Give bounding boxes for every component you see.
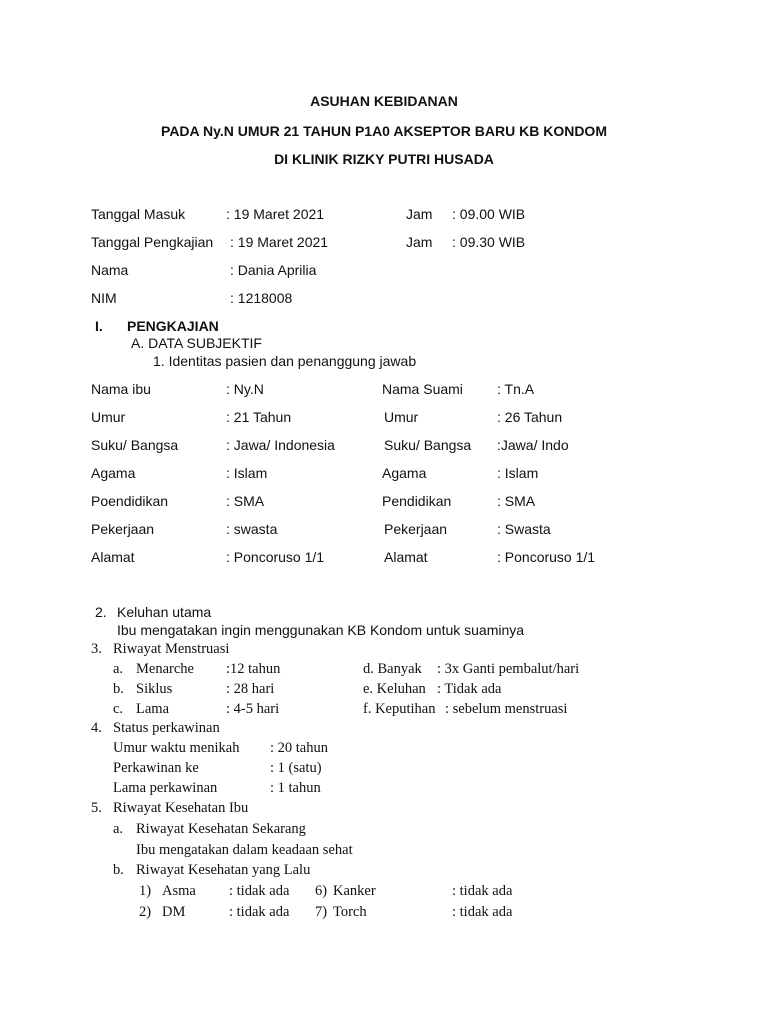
menstruasi-item-label: e. Keluhan bbox=[363, 681, 426, 697]
history-value: : tidak ada bbox=[229, 904, 290, 920]
identity-value: : Tn.A bbox=[497, 381, 535, 397]
info-value: : Dania Aprilia bbox=[230, 262, 317, 278]
history-number: 7) bbox=[315, 904, 328, 920]
kesehatan-sub-label: Riwayat Kesehatan Sekarang bbox=[136, 821, 306, 837]
history-label: Kanker bbox=[333, 883, 376, 899]
info-label: Tanggal Pengkajian bbox=[91, 234, 214, 250]
perkawinan-item-label: Perkawinan ke bbox=[113, 760, 199, 776]
identity-label: Umur bbox=[384, 409, 419, 425]
list-marker: a. bbox=[113, 821, 124, 837]
info-value: : 1218008 bbox=[230, 290, 293, 306]
list-marker: b. bbox=[113, 862, 124, 878]
info-jam-label: Jam bbox=[406, 234, 433, 250]
menstruasi-item-value: : 3x Ganti pembalut/hari bbox=[437, 661, 580, 677]
info-value: : 19 Maret 2021 bbox=[226, 206, 325, 222]
subsection-heading: A. DATA SUBJEKTIF bbox=[131, 335, 262, 351]
identity-label: Agama bbox=[91, 465, 136, 481]
list-number: 2. bbox=[95, 604, 107, 620]
info-label: NIM bbox=[91, 290, 117, 306]
identity-label: Umur bbox=[91, 409, 126, 425]
info-label: Nama bbox=[91, 262, 129, 278]
menstruasi-item-value: :12 tahun bbox=[226, 661, 281, 677]
history-number: 6) bbox=[315, 883, 328, 899]
menstruasi-item-value: : sebelum menstruasi bbox=[445, 701, 568, 717]
perkawinan-item-value: : 20 tahun bbox=[270, 740, 328, 756]
identity-value: : Islam bbox=[497, 465, 539, 481]
history-number: 1) bbox=[139, 883, 152, 899]
info-jam-value: : 09.00 WIB bbox=[452, 206, 526, 222]
menstruasi-label: Riwayat Menstruasi bbox=[113, 641, 230, 657]
identity-label: Agama bbox=[382, 465, 427, 481]
section-number: I. bbox=[95, 318, 103, 334]
identity-label: Alamat bbox=[384, 549, 428, 565]
identity-label: Pendidikan bbox=[382, 493, 452, 509]
identity-value: : Islam bbox=[226, 465, 268, 481]
identity-value: : Jawa/ Indonesia bbox=[226, 437, 335, 453]
menstruasi-item-label: Menarche bbox=[136, 661, 194, 677]
identity-value: : SMA bbox=[226, 493, 265, 509]
list-marker: b. bbox=[113, 681, 124, 697]
identity-label: Suku/ Bangsa bbox=[91, 437, 179, 453]
perkawinan-item-label: Lama perkawinan bbox=[113, 780, 218, 796]
doc-title-line2: PADA Ny.N UMUR 21 TAHUN P1A0 AKSEPTOR BARU KB KONDOM bbox=[161, 123, 607, 139]
list-marker: a. bbox=[113, 661, 124, 677]
history-value: : tidak ada bbox=[452, 904, 513, 920]
identity-value: : SMA bbox=[497, 493, 536, 509]
identity-value: : Ny.N bbox=[226, 381, 264, 397]
history-label: Torch bbox=[333, 904, 367, 920]
identity-label: Poendidikan bbox=[91, 493, 169, 509]
identity-label: Pekerjaan bbox=[91, 521, 155, 537]
info-jam-label: Jam bbox=[406, 206, 433, 222]
menstruasi-item-label: d. Banyak bbox=[363, 661, 422, 677]
identity-label: Nama ibu bbox=[91, 381, 151, 397]
history-value: : tidak ada bbox=[452, 883, 513, 899]
identity-value: : 21 Tahun bbox=[226, 409, 292, 425]
identity-label: Suku/ Bangsa bbox=[384, 437, 472, 453]
doc-title-line1: ASUHAN KEBIDANAN bbox=[310, 93, 458, 109]
identity-value: : 26 Tahun bbox=[497, 409, 563, 425]
keluhan-label: Keluhan utama bbox=[117, 604, 212, 620]
perkawinan-item-value: : 1 tahun bbox=[270, 780, 321, 796]
history-value: : tidak ada bbox=[229, 883, 290, 899]
history-label: DM bbox=[162, 904, 186, 920]
doc-title-line3: DI KLINIK RIZKY PUTRI HUSADA bbox=[274, 151, 494, 167]
info-label: Tanggal Masuk bbox=[91, 206, 186, 222]
identity-label: Pekerjaan bbox=[384, 521, 448, 537]
list-number: 5. bbox=[91, 800, 102, 816]
identity-value: : Poncoruso 1/1 bbox=[226, 549, 325, 565]
identity-value: :Jawa/ Indo bbox=[497, 437, 569, 453]
menstruasi-item-label: Lama bbox=[136, 701, 170, 717]
keluhan-text: Ibu mengatakan ingin menggunakan KB Kondom untuk suaminya bbox=[117, 622, 525, 638]
menstruasi-item-value: : Tidak ada bbox=[437, 681, 502, 697]
section-heading: PENGKAJIAN bbox=[127, 318, 219, 334]
identity-label: Nama Suami bbox=[382, 381, 463, 397]
info-value: : 19 Maret 2021 bbox=[230, 234, 329, 250]
list-number: 3. bbox=[91, 641, 102, 657]
identity-label: Alamat bbox=[91, 549, 135, 565]
list-number: 4. bbox=[91, 720, 102, 736]
identity-value: : Swasta bbox=[497, 521, 551, 537]
kesehatan-label: Riwayat Kesehatan Ibu bbox=[113, 800, 249, 816]
menstruasi-item-value: : 28 hari bbox=[226, 681, 275, 697]
history-number: 2) bbox=[139, 904, 152, 920]
identity-value: : swasta bbox=[226, 521, 278, 537]
info-jam-value: : 09.30 WIB bbox=[452, 234, 526, 250]
list-item-heading: 1. Identitas pasien dan penanggung jawab bbox=[153, 353, 417, 369]
list-marker: c. bbox=[113, 701, 124, 717]
perkawinan-item-value: : 1 (satu) bbox=[270, 760, 322, 776]
menstruasi-item-label: Siklus bbox=[136, 681, 173, 697]
menstruasi-item-label: f. Keputihan bbox=[363, 701, 436, 717]
history-label: Asma bbox=[162, 883, 196, 899]
menstruasi-item-value: : 4-5 hari bbox=[226, 701, 280, 717]
kesehatan-sub-text: Ibu mengatakan dalam keadaan sehat bbox=[136, 842, 353, 858]
perkawinan-label: Status perkawinan bbox=[113, 720, 220, 736]
identity-value: : Poncoruso 1/1 bbox=[497, 549, 596, 565]
perkawinan-item-label: Umur waktu menikah bbox=[113, 740, 240, 756]
kesehatan-sub-label: Riwayat Kesehatan yang Lalu bbox=[136, 862, 311, 878]
